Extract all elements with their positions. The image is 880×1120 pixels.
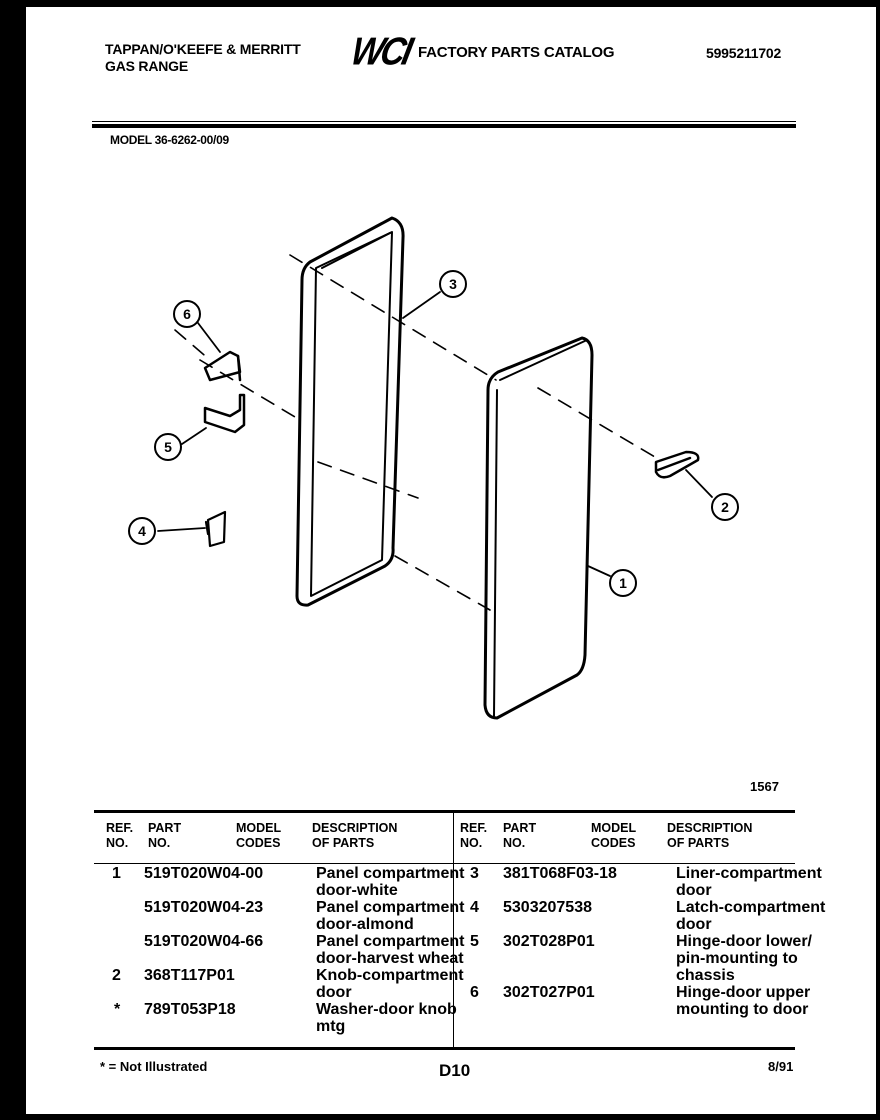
revision-date: 8/91 bbox=[768, 1059, 794, 1074]
callout-3: 3 bbox=[449, 276, 457, 292]
lower-hinge-drawing bbox=[205, 395, 244, 432]
catalog-title: FACTORY PARTS CATALOG bbox=[418, 44, 615, 61]
callout-6: 6 bbox=[183, 306, 191, 322]
header-ref-no-right: REF. NO. bbox=[460, 821, 488, 850]
knob-drawing bbox=[656, 452, 698, 477]
callout-5: 5 bbox=[164, 439, 172, 455]
callout-2: 2 bbox=[721, 499, 729, 515]
drawing-number: 1567 bbox=[750, 779, 779, 794]
header-model-codes-left: MODEL CODES bbox=[236, 821, 282, 850]
latch-drawing bbox=[206, 512, 225, 546]
page-code: D10 bbox=[439, 1061, 471, 1080]
panel-compartment-door-drawing bbox=[485, 338, 592, 718]
catalog-page: TAPPAN/O'KEEFE & MERRITT GAS RANGE WCI FACTORY PARTS CATALOG 5995211702 MODEL 36-6262-00/09 6 5 4 3 2 1 1567 REF. NO. PART NO. MODEL CODES DESCRIPTION OF PARTS REF. NO. PART NO. MODEL CODES DESCRIPTION OF PARTS 1 519T020W04-00 Panel compartment door-white 519T020W04-23 Panel compartment door-almond 519T020W04-66 Panel compartment door-harvest wheat 2 368T117P01 Knob-compartment door * 789T053P18 Washer-door knob mtg 3 381T068F03-18 Liner-compartment door 4 5303207538 Latch-compartment door 5 302T028P01 Hinge-door lower/ pin-mounting to chassis 6 302T027P01 Hinge-door upper mounting to door * = Not Illustrated D10 8/91 bbox=[26, 7, 876, 1114]
brand-line-2: GAS RANGE bbox=[105, 58, 188, 74]
wci-logo: WCI bbox=[347, 30, 414, 74]
callout-4: 4 bbox=[138, 523, 146, 539]
callout-1: 1 bbox=[619, 575, 627, 591]
upper-hinge-drawing bbox=[205, 352, 240, 380]
not-illustrated-note: * = Not Illustrated bbox=[100, 1059, 208, 1074]
header-description-left: DESCRIPTION OF PARTS bbox=[312, 821, 398, 850]
catalog-number: 5995211702 bbox=[706, 45, 782, 61]
brand-line-1: TAPPAN/O'KEEFE & MERRITT bbox=[105, 41, 301, 57]
header-part-no-right: PART NO. bbox=[503, 821, 537, 850]
header-ref-no-left: REF. NO. bbox=[106, 821, 134, 850]
header-description-right: DESCRIPTION OF PARTS bbox=[667, 821, 753, 850]
header-model-codes-right: MODEL CODES bbox=[591, 821, 637, 850]
table-top-rule bbox=[94, 810, 795, 813]
table-header-rule bbox=[94, 863, 795, 864]
model-label: MODEL 36-6262-00/09 bbox=[110, 133, 229, 147]
liner-compartment-door-drawing bbox=[297, 218, 403, 605]
exploded-parts-diagram bbox=[26, 7, 876, 767]
table-bottom-rule bbox=[94, 1047, 795, 1050]
header-part-no-left: PART NO. bbox=[148, 821, 182, 850]
